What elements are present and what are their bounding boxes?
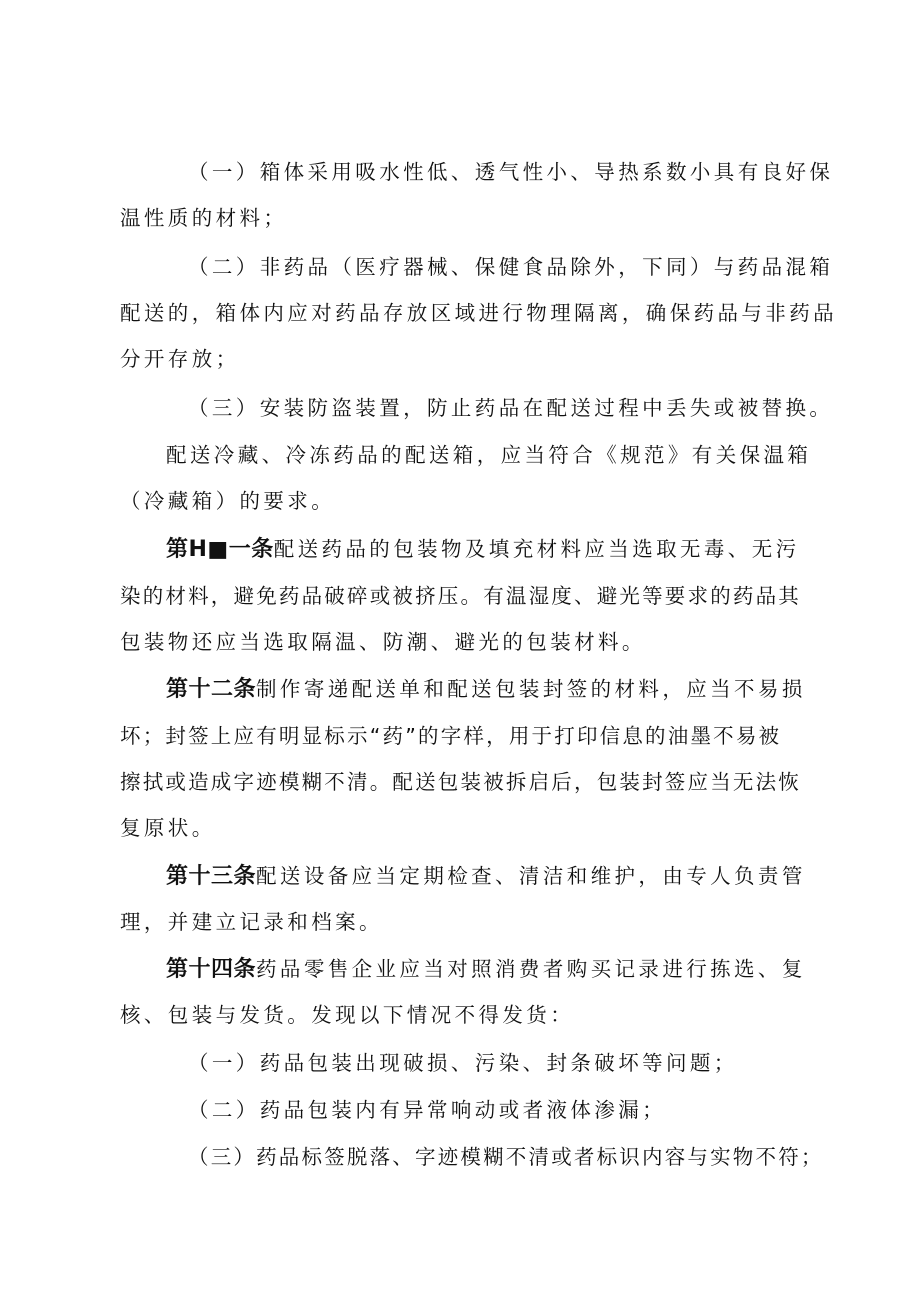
paragraph-line: 复原状。	[120, 816, 216, 840]
article-11-first-line	[166, 535, 800, 564]
paragraph-line: 包装物还应当选取隔温、防潮、避光的包装材料。	[120, 630, 646, 654]
paragraph-text: 配送设备应当定期检查、清洁和维护，由专人负责管	[256, 864, 806, 888]
paragraph-line: 坏；封签上应有明显标示“药”的字样，用于打印信息的油墨不易被	[120, 724, 782, 748]
article-12-first-line	[166, 675, 806, 704]
article-number: 第十四条	[166, 957, 257, 982]
paragraph-line: 理，并建立记录和档案。	[120, 910, 383, 934]
paragraph-line: 擦拭或造成字迹模糊不清。配送包装被拆启后，包装封签应当无法恢	[120, 770, 801, 794]
paragraph-line: （三）安装防盗装置，防止药品在配送过程中丢失或被替换。	[188, 396, 834, 420]
paragraph-line: 配送冷藏、冷冻药品的配送箱，应当符合《规范》有关保温箱	[166, 443, 812, 467]
paragraph-text: 配送药品的包装物及填充材料应当选取无毒、无污	[273, 537, 800, 561]
article-number: 第十三条	[166, 864, 257, 889]
article-13-first-line	[166, 862, 806, 891]
paragraph-line: 分开存放；	[120, 347, 240, 371]
list-item: （一）药品包装出现破损、污染、封条破坏等问题；	[188, 1051, 738, 1075]
paragraph-line: 核、包装与发货。发现以下情况不得发货：	[120, 1003, 575, 1027]
paragraph-line: （一）箱体采用吸水性低、透气性小、导热系数小具有良好保	[188, 160, 834, 184]
article-14-first-line	[166, 955, 806, 984]
paragraph-text: 药品零售企业应当对照消费者购买记录进行拣选、复	[256, 957, 806, 981]
paragraph-line: 染的材料，避免药品破碎或被挤压。有温湿度、避光等要求的药品其	[120, 584, 801, 608]
paragraph-line: （冷藏箱）的要求。	[120, 489, 336, 513]
article-number: 第十二条	[166, 677, 257, 702]
paragraph-text: 制作寄递配送单和配送包装封签的材料，应当不易损	[256, 677, 806, 701]
list-item: （三）药品标签脱落、字迹模糊不清或者标识内容与实物不符；	[188, 1145, 824, 1169]
paragraph-line: 温性质的材料；	[120, 206, 288, 230]
article-number: 第H■一条	[166, 537, 274, 562]
paragraph-line: 配送的，箱体内应对药品存放区域进行物理隔离，确保药品与非药品	[120, 301, 837, 325]
paragraph-line: （二）非药品（医疗器械、保健食品除外，下同）与药品混箱	[188, 255, 834, 279]
list-item: （二）药品包装内有异常响动或者液体渗漏；	[188, 1098, 666, 1122]
